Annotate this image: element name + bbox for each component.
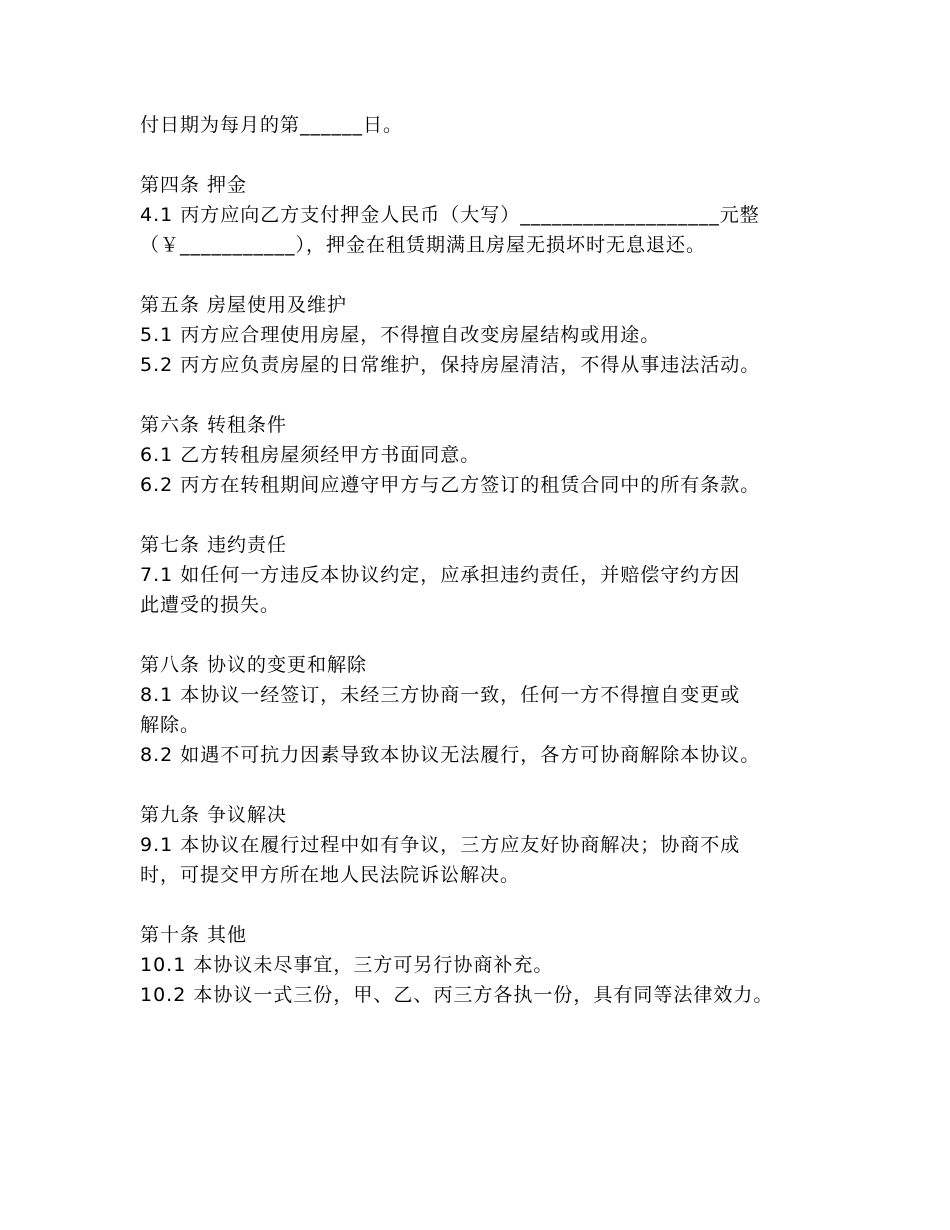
clause-8-2: 8.2 如遇不可抗力因素导致本协议无法履行，各方可协商解除本协议。 — [140, 744, 761, 766]
clause-4-1-line-1: 4.1 丙方应向乙方支付押金人民币（大写）___________________元整 — [140, 204, 760, 226]
spacer — [140, 770, 840, 800]
clause-5-1: 5.1 丙方应合理使用房屋，不得擅自改变房屋结构或用途。 — [140, 324, 661, 346]
clause-10-1: 10.1 本协议未尽事宜，三方可另行协商补充。 — [140, 954, 554, 976]
clause-6-2: 6.2 丙方在转租期间应遵守甲方与乙方签订的租赁合同中的所有条款。 — [140, 474, 761, 496]
document-body — [140, 110, 840, 1010]
section-heading-6: 第六条 转租条件 — [140, 414, 288, 436]
clause-10-2: 10.2 本协议一式三份，甲、乙、丙三方各执一份，具有同等法律效力。 — [140, 984, 774, 1006]
section-heading-4: 第四条 押金 — [140, 174, 248, 196]
clause-9-1-line-1: 9.1 本协议在履行过程中如有争议，三方应友好协商解决；协商不成 — [140, 834, 741, 856]
intro-line: 付日期为每月的第______日。 — [140, 114, 404, 136]
spacer — [140, 260, 840, 290]
clause-8-1-line-2: 解除。 — [140, 714, 201, 736]
clause-4-1-line-2: （￥___________），押金在租赁期满且房屋无损坏时无息退还。 — [140, 234, 707, 256]
spacer — [140, 620, 840, 650]
section-heading-9: 第九条 争议解决 — [140, 804, 288, 826]
section-heading-10: 第十条 其他 — [140, 924, 248, 946]
spacer — [140, 890, 840, 920]
spacer — [140, 500, 840, 530]
section-heading-5: 第五条 房屋使用及维护 — [140, 294, 348, 316]
clause-9-1-line-2: 时，可提交甲方所在地人民法院诉讼解决。 — [140, 864, 521, 886]
section-heading-7: 第七条 违约责任 — [140, 534, 288, 556]
clause-7-1-line-2: 此遭受的损失。 — [140, 594, 281, 616]
clause-8-1-line-1: 8.1 本协议一经签订，未经三方协商一致，任何一方不得擅自变更或 — [140, 684, 741, 706]
clause-5-2: 5.2 丙方应负责房屋的日常维护，保持房屋清洁，不得从事违法活动。 — [140, 354, 761, 376]
spacer — [140, 140, 840, 170]
spacer — [140, 380, 840, 410]
clause-7-1-line-1: 7.1 如任何一方违反本协议约定，应承担违约责任，并赔偿守约方因 — [140, 564, 741, 586]
clause-6-1: 6.1 乙方转租房屋须经甲方书面同意。 — [140, 444, 481, 466]
section-heading-8: 第八条 协议的变更和解除 — [140, 654, 368, 676]
